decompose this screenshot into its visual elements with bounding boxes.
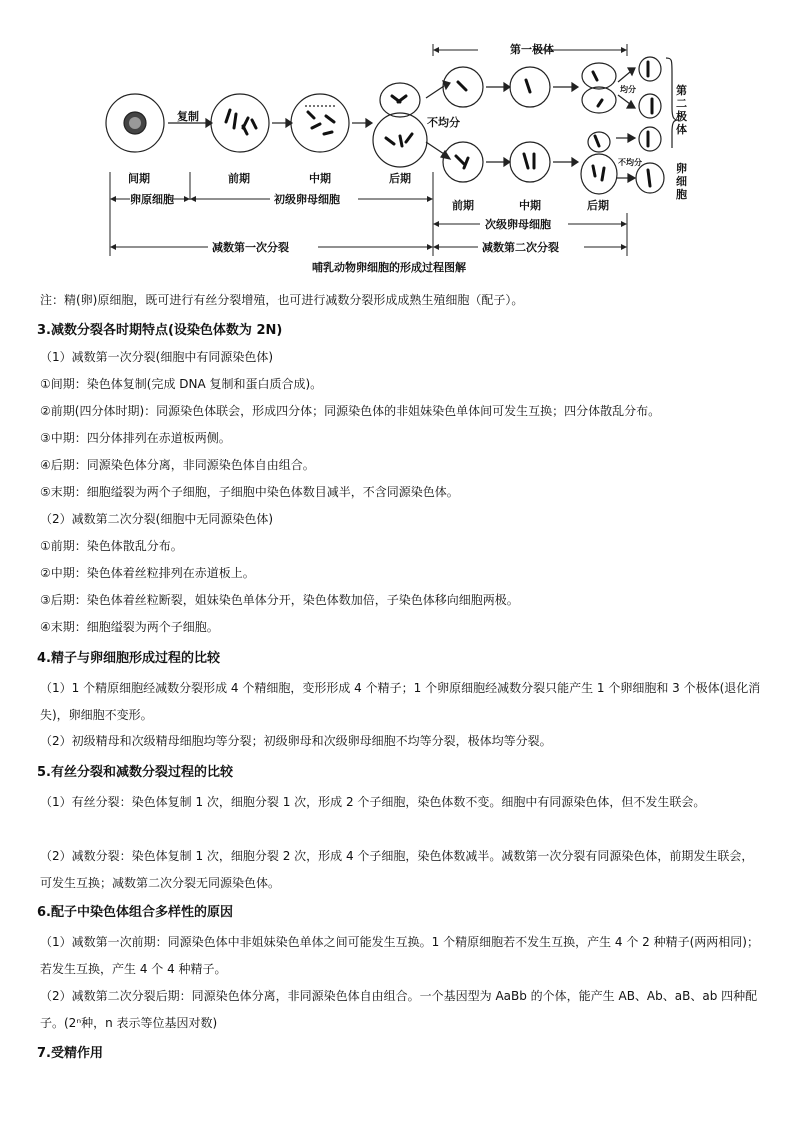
label-equal: 均分 [620,85,636,94]
sec5-p2: （2）减数分裂：染色体复制 1 次，细胞分裂 2 次，形成 4 个子细胞，染色体数减半。减数第一次分裂有同源染色体，前期发生联会，可发生互换；减数第二次分裂无同源染色体。 [40,849,754,890]
sec6-p1: （1）减数第一次前期：同源染色体中非姐妹染色单体之间可能发生互换。1 个精原细胞若不发生互换，产生 4 个 2 种精子(两两相同)；若发生互换，产生 4 个 4 种精子。 [40,935,759,976]
figure-caption: 哺乳动物卵细胞的形成过程图解 [312,261,466,274]
label-anaphase1: 后期 [389,172,411,185]
label-meiosis2: 减数第二次分裂 [482,241,559,254]
label-meiosis1: 减数第一次分裂 [212,241,289,254]
sec3-sub1: （1）减数第一次分裂(细胞中有同源染色体) [40,350,273,364]
label-primary-oocyte: 初级卵母细胞 [274,193,340,206]
label-interphase: 间期 [128,172,150,185]
label-prophase2: 前期 [452,199,474,212]
label-unequal-small: 不均分 [618,158,642,167]
sec3-sub2: （2）减数第二次分裂(细胞中无同源染色体) [40,512,273,526]
sec4-p1: （1）1 个精原细胞经减数分裂形成 4 个精细胞，变形形成 4 个精子；1 个卵原细胞经减数分裂只能产生 1 个卵细胞和 3 个极体(退化消失)，卵细胞不变形。 [40,681,761,722]
oogenesis-diagram [100,38,700,278]
label-first-polar-body: 第一极体 [510,43,554,56]
sec3-line2: ②前期(四分体时期)：同源染色体联会，形成四分体；同源染色体的非姐妹染色单体间可发生互换；四分体散乱分布。 [40,404,661,418]
sec3-m2: ②中期：染色体着丝粒排列在赤道板上。 [40,566,255,580]
label-egg-cell: 卵细胞 [676,162,687,201]
label-unequal: 不均分 [427,116,460,129]
label-oogonium: 卵原细胞 [130,193,174,206]
sec3-line4: ④后期：同源染色体分离，非同源染色体自由组合。 [40,458,315,472]
sec5-p1: （1）有丝分裂：染色体复制 1 次，细胞分裂 1 次，形成 2 个子细胞，染色体数不变。细胞中有同源染色体，但不发生联会。 [40,795,706,809]
section-5-heading: 5.有丝分裂和减数分裂过程的比较 [37,765,233,780]
sec4-p2: （2）初级精母和次级精母细胞均等分裂；初级卵母和次级卵母细胞不均等分裂，极体均等分裂。 [40,734,552,748]
label-secondary-oocyte: 次级卵母细胞 [485,218,551,231]
sec3-m4: ④末期：细胞缢裂为两个子细胞。 [40,620,219,634]
section-6-heading: 6.配子中染色体组合多样性的原因 [37,905,233,920]
label-metaphase1: 中期 [309,172,331,185]
sec3-line1: ①间期：染色体复制(完成 DNA 复制和蛋白质合成)。 [40,377,323,391]
label-prophase1: 前期 [228,172,250,185]
oogenesis-drawing [100,38,700,278]
section-4-heading: 4.精子与卵细胞形成过程的比较 [37,651,220,666]
sec6-p2: （2）减数第二次分裂后期：同源染色体分离，非同源染色体自由组合。一个基因型为 AaBb 的个体，能产生 AB、Ab、aB、ab 四种配子。(2ⁿ种，n 表示等位基因对数) [40,989,758,1030]
section-7-heading: 7.受精作用 [37,1046,103,1061]
section-3-heading: 3.减数分裂各时期特点(设染色体数为 2N) [37,323,283,338]
note: 注：精(卵)原细胞，既可进行有丝分裂增殖，也可进行减数分裂形成成熟生殖细胞（配子）。 [40,293,524,307]
label-replicate: 复制 [177,110,199,123]
label-anaphase2: 后期 [587,199,609,212]
label-metaphase2: 中期 [519,199,541,212]
sec3-m1: ①前期：染色体散乱分布。 [40,539,183,553]
sec3-line3: ③中期：四分体排列在赤道板两侧。 [40,431,231,445]
label-second-polar-body: 第二极体 [676,84,687,136]
sec3-m3: ③后期：染色体着丝粒断裂，姐妹染色单体分开，染色体数加倍，子染色体移向细胞两极。 [40,593,519,607]
sec3-line5: ⑤末期：细胞缢裂为两个子细胞，子细胞中染色体数目减半，不含同源染色体。 [40,485,459,499]
